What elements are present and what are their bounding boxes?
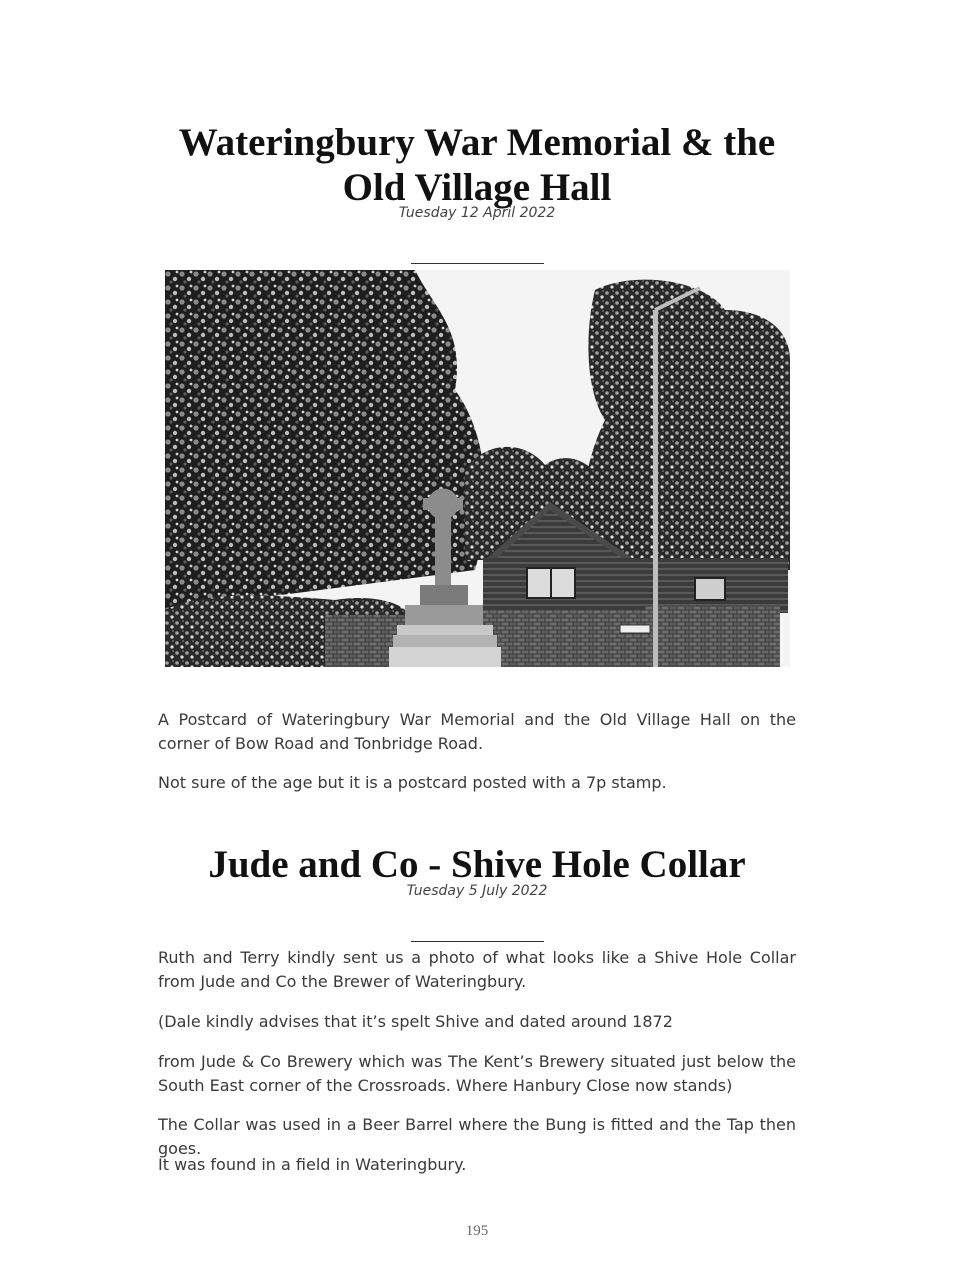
article-paragraph: It was found in a field in Wateringbury. (158, 1155, 467, 1174)
title-divider (411, 941, 544, 942)
article-title: Jude and Co - Shive Hole Collar (208, 843, 746, 886)
postcard-photo (165, 270, 790, 667)
title-divider (411, 263, 544, 264)
article-paragraph: The Collar was used in a Beer Barrel where the Bung is fitted and the Tap then goes. (158, 1115, 796, 1158)
article-date: Tuesday 12 April 2022 (398, 205, 556, 221)
page-number: 195 (465, 1223, 489, 1239)
article-paragraph: from Jude & Co Brewery which was The Kent’s Brewery situated just below the South East corner of the Crossroads. Where Hanbury Close now stands) (158, 1052, 796, 1095)
article-paragraph: (Dale kindly advises that it’s spelt Shive and dated around 1872 (158, 1012, 673, 1031)
article-title: Wateringbury War Memorial & the Old Village Hall (178, 121, 776, 209)
article-date: Tuesday 5 July 2022 (406, 883, 548, 899)
article-paragraph: Ruth and Terry kindly sent us a photo of what looks like a Shive Hole Collar from Jude and Co the Brewer of Wateringbury. (158, 948, 796, 991)
article-paragraph: A Postcard of Wateringbury War Memorial and the Old Village Hall on the corner of Bow Road and Tonbridge Road. (158, 710, 796, 753)
article-paragraph: Not sure of the age but it is a postcard posted with a 7p stamp. (158, 773, 667, 792)
